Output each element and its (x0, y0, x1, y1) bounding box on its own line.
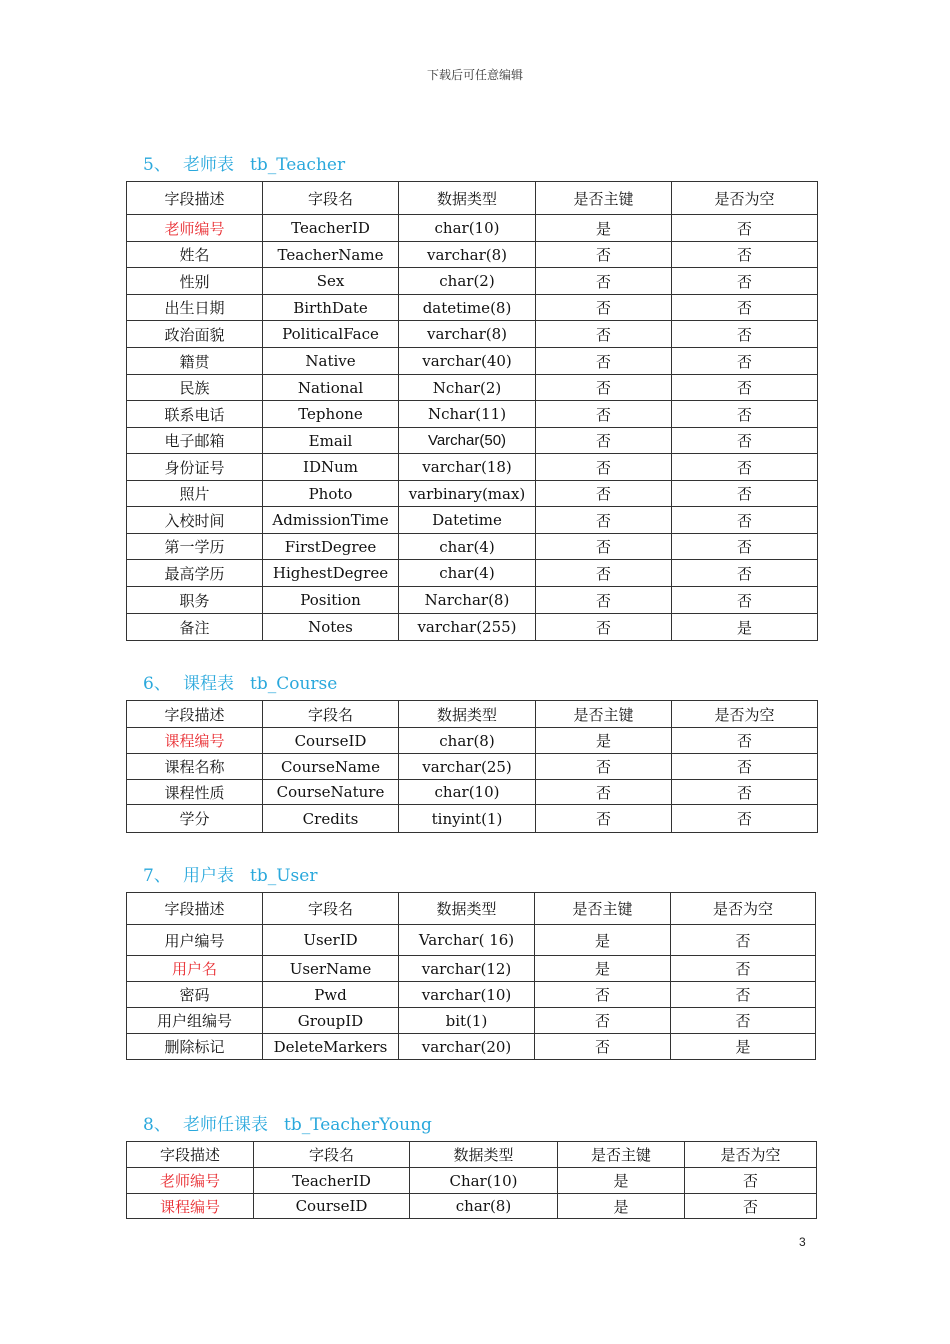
cell-data-type: tinyint(1) (399, 805, 536, 833)
cell-data-type: char(4) (399, 534, 536, 560)
cell-field-description: 民族 (127, 375, 263, 401)
cell-data-type: Varchar( 16) (399, 925, 535, 956)
cell-is-primary-key: 否 (535, 982, 671, 1008)
table-row (127, 1194, 817, 1219)
cell-data-type: varchar(25) (399, 754, 536, 780)
cell-field-description: 姓名 (127, 242, 263, 268)
table-header-row (127, 182, 818, 215)
column-header-is-primary-key: 是否主键 (536, 182, 672, 215)
cell-data-type: datetime(8) (399, 295, 536, 321)
column-header-field-description: 字段描述 (127, 1142, 254, 1168)
cell-data-type: char(10) (399, 780, 536, 805)
cell-field-name: Email (263, 428, 399, 454)
table-row (127, 348, 818, 375)
cell-is-primary-key: 是 (558, 1168, 685, 1194)
course-table (126, 700, 818, 833)
cell-is-primary-key: 是 (558, 1194, 685, 1219)
cell-data-type: varchar(40) (399, 348, 536, 375)
cell-field-name: CourseID (254, 1194, 410, 1219)
cell-is-nullable: 否 (672, 321, 818, 348)
table-row (127, 925, 816, 956)
cell-is-primary-key: 否 (536, 348, 672, 375)
table-row (127, 754, 818, 780)
cell-field-description: 籍贯 (127, 348, 263, 375)
table-row (127, 1034, 816, 1060)
cell-data-type: varchar(255) (399, 614, 536, 641)
cell-field-name: Tephone (263, 401, 399, 428)
cell-data-type: char(4) (399, 560, 536, 587)
cell-field-name: National (263, 375, 399, 401)
cell-field-description: 学分 (127, 805, 263, 833)
table-row (127, 587, 818, 614)
cell-field-description: 用户组编号 (127, 1008, 263, 1034)
cell-data-type: char(8) (399, 728, 536, 754)
cell-field-name: CourseName (263, 754, 399, 780)
column-header-field-description: 字段描述 (127, 182, 263, 215)
cell-field-name: Sex (263, 268, 399, 295)
cell-data-type: varchar(20) (399, 1034, 535, 1060)
cell-is-nullable: 否 (672, 780, 818, 805)
cell-field-name: UserName (263, 956, 399, 982)
section-table-name: tb_TeacherYoung (284, 1115, 432, 1135)
cell-is-primary-key: 否 (535, 1034, 671, 1060)
cell-is-nullable: 否 (685, 1168, 817, 1194)
cell-is-primary-key: 否 (536, 534, 672, 560)
column-header-field-name: 字段名 (254, 1142, 410, 1168)
section-name: 用户表 (183, 866, 234, 886)
cell-data-type: varchar(18) (399, 454, 536, 481)
cell-field-name: FirstDegree (263, 534, 399, 560)
section-table-name: tb_Course (250, 674, 338, 694)
column-header-field-description: 字段描述 (127, 893, 263, 925)
cell-is-primary-key: 是 (536, 215, 672, 242)
cell-field-name: HighestDegree (263, 560, 399, 587)
cell-field-description: 政治面貌 (127, 321, 263, 348)
cell-is-primary-key: 否 (536, 428, 672, 454)
cell-is-nullable: 否 (672, 754, 818, 780)
column-header-field-description: 字段描述 (127, 701, 263, 728)
cell-field-description: 联系电话 (127, 401, 263, 428)
cell-data-type: char(2) (399, 268, 536, 295)
cell-field-description: 课程名称 (127, 754, 263, 780)
cell-data-type: Datetime (399, 507, 536, 534)
cell-field-description: 用户名 (127, 956, 263, 982)
section-name: 老师任课表 (183, 1115, 268, 1135)
teacher-course-table (126, 1141, 817, 1219)
cell-is-primary-key: 否 (536, 321, 672, 348)
cell-data-type: varchar(12) (399, 956, 535, 982)
column-header-is-nullable: 是否为空 (685, 1142, 817, 1168)
section-title-user (143, 861, 317, 886)
table-row (127, 375, 818, 401)
cell-field-name: IDNum (263, 454, 399, 481)
table-row (127, 215, 818, 242)
cell-field-description: 用户编号 (127, 925, 263, 956)
cell-field-description: 备注 (127, 614, 263, 641)
table-row (127, 428, 818, 454)
cell-is-nullable: 否 (672, 268, 818, 295)
user-table (126, 892, 816, 1060)
cell-field-name: CourseNature (263, 780, 399, 805)
table-header-row (127, 1142, 817, 1168)
column-header-is-nullable: 是否为空 (671, 893, 816, 925)
column-header-is-nullable: 是否为空 (672, 701, 818, 728)
cell-data-type: varchar(8) (399, 321, 536, 348)
cell-is-nullable: 是 (672, 614, 818, 641)
cell-is-primary-key: 否 (536, 780, 672, 805)
table-header-row (127, 701, 818, 728)
section-name: 课程表 (183, 674, 234, 694)
cell-data-type: char(8) (410, 1194, 558, 1219)
cell-is-nullable: 否 (671, 982, 816, 1008)
cell-is-nullable: 否 (672, 348, 818, 375)
cell-is-primary-key: 否 (536, 268, 672, 295)
cell-field-description: 入校时间 (127, 507, 263, 534)
cell-is-primary-key: 否 (536, 454, 672, 481)
cell-field-name: Notes (263, 614, 399, 641)
table-row (127, 242, 818, 268)
section-table-name: tb_Teacher (250, 155, 346, 175)
cell-is-nullable: 否 (685, 1194, 817, 1219)
cell-field-description: 性别 (127, 268, 263, 295)
table-row (127, 982, 816, 1008)
cell-field-description: 身份证号 (127, 454, 263, 481)
column-header-field-name: 字段名 (263, 893, 399, 925)
page-header: 下载后可任意编辑 (426, 68, 523, 82)
table-row (127, 614, 818, 641)
table-row (127, 1008, 816, 1034)
cell-is-nullable: 否 (672, 481, 818, 507)
cell-data-type: Varchar(50) (399, 428, 536, 454)
table-row (127, 534, 818, 560)
cell-is-nullable: 否 (672, 560, 818, 587)
table-row (127, 268, 818, 295)
cell-field-description: 密码 (127, 982, 263, 1008)
section-name: 老师表 (183, 155, 234, 175)
column-header-data-type: 数据类型 (399, 701, 536, 728)
cell-is-primary-key: 否 (536, 754, 672, 780)
cell-is-primary-key: 否 (536, 614, 672, 641)
cell-data-type: Char(10) (410, 1168, 558, 1194)
cell-is-nullable: 否 (672, 534, 818, 560)
cell-field-name: TeacherName (263, 242, 399, 268)
cell-field-description: 照片 (127, 481, 263, 507)
cell-is-nullable: 否 (671, 1008, 816, 1034)
cell-is-nullable: 否 (671, 956, 816, 982)
cell-field-name: Credits (263, 805, 399, 833)
cell-is-primary-key: 否 (536, 401, 672, 428)
table-row (127, 454, 818, 481)
table-header-row (127, 893, 816, 925)
table-row (127, 295, 818, 321)
cell-field-name: Position (263, 587, 399, 614)
column-header-data-type: 数据类型 (410, 1142, 558, 1168)
cell-field-description: 课程编号 (127, 728, 263, 754)
cell-data-type: Nchar(2) (399, 375, 536, 401)
cell-field-name: BirthDate (263, 295, 399, 321)
cell-is-nullable: 否 (672, 587, 818, 614)
section-number: 5、 (143, 155, 171, 175)
section-number: 7、 (143, 866, 171, 886)
column-header-is-nullable: 是否为空 (672, 182, 818, 215)
cell-is-nullable: 是 (671, 1034, 816, 1060)
section-title-teacher-course (143, 1110, 432, 1135)
column-header-data-type: 数据类型 (399, 182, 536, 215)
table-row (127, 728, 818, 754)
section-title-course (143, 669, 337, 694)
cell-field-name: Photo (263, 481, 399, 507)
cell-field-description: 老师编号 (127, 1168, 254, 1194)
cell-field-name: AdmissionTime (263, 507, 399, 534)
cell-field-name: GroupID (263, 1008, 399, 1034)
cell-data-type: varchar(10) (399, 982, 535, 1008)
cell-field-name: Native (263, 348, 399, 375)
cell-is-primary-key: 否 (536, 481, 672, 507)
column-header-field-name: 字段名 (263, 701, 399, 728)
cell-data-type: Narchar(8) (399, 587, 536, 614)
table-row (127, 321, 818, 348)
cell-is-nullable: 否 (672, 728, 818, 754)
cell-field-description: 最高学历 (127, 560, 263, 587)
cell-field-name: UserID (263, 925, 399, 956)
table-row (127, 956, 816, 982)
cell-field-description: 第一学历 (127, 534, 263, 560)
cell-is-nullable: 否 (672, 401, 818, 428)
cell-data-type: bit(1) (399, 1008, 535, 1034)
cell-is-nullable: 否 (672, 215, 818, 242)
table-row (127, 560, 818, 587)
cell-data-type: Nchar(11) (399, 401, 536, 428)
cell-is-nullable: 否 (671, 925, 816, 956)
table-row (127, 805, 818, 833)
cell-is-primary-key: 否 (535, 1008, 671, 1034)
cell-field-name: PoliticalFace (263, 321, 399, 348)
cell-is-nullable: 否 (672, 242, 818, 268)
section-number: 8、 (143, 1115, 171, 1135)
column-header-field-name: 字段名 (263, 182, 399, 215)
cell-is-primary-key: 否 (536, 242, 672, 268)
column-header-data-type: 数据类型 (399, 893, 535, 925)
cell-field-description: 职务 (127, 587, 263, 614)
cell-is-nullable: 否 (672, 805, 818, 833)
cell-data-type: varbinary(max) (399, 481, 536, 507)
section-number: 6、 (143, 674, 171, 694)
cell-is-primary-key: 否 (536, 507, 672, 534)
cell-is-primary-key: 否 (536, 295, 672, 321)
cell-is-nullable: 否 (672, 428, 818, 454)
cell-is-primary-key: 是 (536, 728, 672, 754)
cell-field-name: TeacherID (254, 1168, 410, 1194)
page-number: 3 (799, 1235, 806, 1249)
cell-field-description: 删除标记 (127, 1034, 263, 1060)
teacher-table (126, 181, 818, 641)
cell-field-name: CourseID (263, 728, 399, 754)
column-header-is-primary-key: 是否主键 (558, 1142, 685, 1168)
table-row (127, 481, 818, 507)
cell-field-description: 课程性质 (127, 780, 263, 805)
cell-is-nullable: 否 (672, 454, 818, 481)
table-row (127, 780, 818, 805)
cell-is-primary-key: 否 (536, 560, 672, 587)
cell-data-type: char(10) (399, 215, 536, 242)
cell-is-primary-key: 否 (536, 375, 672, 401)
cell-data-type: varchar(8) (399, 242, 536, 268)
cell-is-primary-key: 是 (535, 956, 671, 982)
cell-is-nullable: 否 (672, 375, 818, 401)
cell-is-primary-key: 否 (536, 805, 672, 833)
section-table-name: tb_User (250, 866, 318, 886)
section-title-teacher (143, 150, 345, 175)
cell-field-description: 课程编号 (127, 1194, 254, 1219)
cell-field-description: 出生日期 (127, 295, 263, 321)
column-header-is-primary-key: 是否主键 (535, 893, 671, 925)
cell-is-primary-key: 否 (536, 587, 672, 614)
table-row (127, 507, 818, 534)
cell-field-name: DeleteMarkers (263, 1034, 399, 1060)
cell-is-primary-key: 是 (535, 925, 671, 956)
cell-field-name: Pwd (263, 982, 399, 1008)
cell-field-description: 老师编号 (127, 215, 263, 242)
cell-is-nullable: 否 (672, 295, 818, 321)
cell-is-nullable: 否 (672, 507, 818, 534)
table-row (127, 1168, 817, 1194)
cell-field-name: TeacherID (263, 215, 399, 242)
table-row (127, 401, 818, 428)
cell-field-description: 电子邮箱 (127, 428, 263, 454)
column-header-is-primary-key: 是否主键 (536, 701, 672, 728)
